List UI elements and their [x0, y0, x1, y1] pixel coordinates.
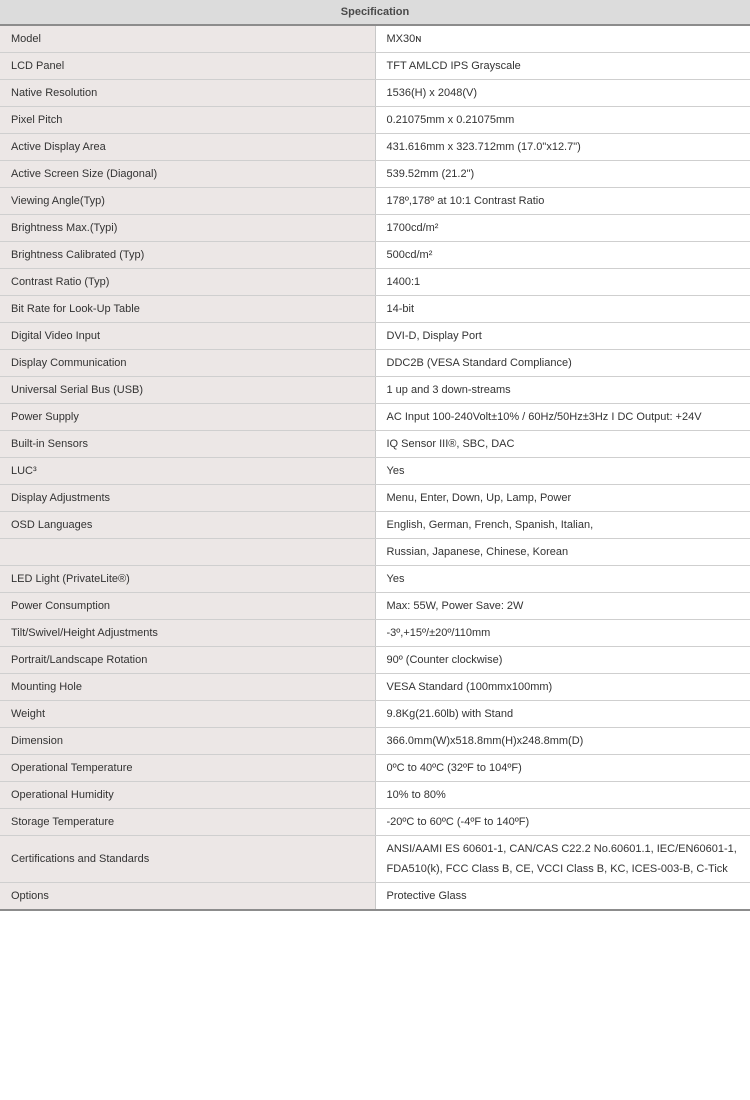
table-row — [0, 25, 750, 53]
spec-label: Brightness Max.(Typi) — [0, 215, 375, 242]
spec-value: DDC2B (VESA Standard Compliance) — [375, 350, 750, 377]
spec-value: Menu, Enter, Down, Up, Lamp, Power — [375, 485, 750, 512]
spec-value: 431.616mm x 323.712mm (17.0"x12.7") — [375, 134, 750, 161]
spec-label: Storage Temperature — [0, 809, 375, 836]
spec-label: Digital Video Input — [0, 323, 375, 350]
table-row — [0, 296, 750, 323]
spec-label: Options — [0, 883, 375, 911]
table-row — [0, 215, 750, 242]
table-row — [0, 566, 750, 593]
spec-value: AC Input 100-240Volt±10% / 60Hz/50Hz±3Hz I DC Output: +24V — [375, 404, 750, 431]
table-row — [0, 134, 750, 161]
table-row — [0, 80, 750, 107]
table-row — [0, 323, 750, 350]
spec-label: Viewing Angle(Typ) — [0, 188, 375, 215]
spec-label: Mounting Hole — [0, 674, 375, 701]
table-row — [0, 593, 750, 620]
spec-value: 1 up and 3 down-streams — [375, 377, 750, 404]
table-row — [0, 674, 750, 701]
spec-label: Tilt/Swivel/Height Adjustments — [0, 620, 375, 647]
spec-label: Pixel Pitch — [0, 107, 375, 134]
spec-value: 178º,178º at 10:1 Contrast Ratio — [375, 188, 750, 215]
spec-label: Dimension — [0, 728, 375, 755]
table-row — [0, 269, 750, 296]
spec-label: LUC³ — [0, 458, 375, 485]
spec-value: 10% to 80% — [375, 782, 750, 809]
spec-label — [0, 539, 375, 566]
table-row — [0, 836, 750, 883]
table-row — [0, 350, 750, 377]
table-row — [0, 883, 750, 911]
spec-value: 14-bit — [375, 296, 750, 323]
spec-label: OSD Languages — [0, 512, 375, 539]
table-header — [0, 0, 750, 25]
table-row — [0, 809, 750, 836]
spec-label: Bit Rate for Look-Up Table — [0, 296, 375, 323]
table-row — [0, 728, 750, 755]
spec-value: 90º (Counter clockwise) — [375, 647, 750, 674]
spec-label: Active Display Area — [0, 134, 375, 161]
table-row — [0, 242, 750, 269]
spec-value: English, German, French, Spanish, Italian, — [375, 512, 750, 539]
spec-value: 1700cd/m² — [375, 215, 750, 242]
table-body — [0, 25, 750, 910]
spec-label: Display Communication — [0, 350, 375, 377]
table-row — [0, 512, 750, 539]
spec-label: Power Consumption — [0, 593, 375, 620]
spec-value: Max: 55W, Power Save: 2W — [375, 593, 750, 620]
spec-value: 1536(H) x 2048(V) — [375, 80, 750, 107]
spec-label: Display Adjustments — [0, 485, 375, 512]
table-row — [0, 458, 750, 485]
table-row — [0, 377, 750, 404]
spec-value: Russian, Japanese, Chinese, Korean — [375, 539, 750, 566]
spec-label: Native Resolution — [0, 80, 375, 107]
spec-value: DVI-D, Display Port — [375, 323, 750, 350]
table-row — [0, 53, 750, 80]
table-row — [0, 539, 750, 566]
spec-value: ANSI/AAMI ES 60601-1, CAN/CAS C22.2 No.60601.1, IEC/EN60601-1, FDA510(k), FCC Class B, CE, VCCI Class B, KC, ICES-003-B, C-Tick — [375, 836, 750, 883]
table-row — [0, 107, 750, 134]
table-row — [0, 620, 750, 647]
spec-value: IQ Sensor III®, SBC, DAC — [375, 431, 750, 458]
spec-value: Protective Glass — [375, 883, 750, 911]
spec-label: Brightness Calibrated (Typ) — [0, 242, 375, 269]
spec-value: Yes — [375, 566, 750, 593]
spec-label: Power Supply — [0, 404, 375, 431]
spec-label: Operational Temperature — [0, 755, 375, 782]
spec-value: Yes — [375, 458, 750, 485]
spec-value: TFT AMLCD IPS Grayscale — [375, 53, 750, 80]
spec-label: Portrait/Landscape Rotation — [0, 647, 375, 674]
table-row — [0, 161, 750, 188]
table-row — [0, 782, 750, 809]
spec-value: 366.0mm(W)x518.8mm(H)x248.8mm(D) — [375, 728, 750, 755]
spec-label: LED Light (PrivateLite®) — [0, 566, 375, 593]
spec-value: 0.21075mm x 0.21075mm — [375, 107, 750, 134]
spec-label: Weight — [0, 701, 375, 728]
spec-label: Contrast Ratio (Typ) — [0, 269, 375, 296]
spec-label: Model — [0, 25, 375, 53]
spec-value: MX30ɴ — [375, 25, 750, 53]
spec-label: Active Screen Size (Diagonal) — [0, 161, 375, 188]
spec-value: 500cd/m² — [375, 242, 750, 269]
spec-value: VESA Standard (100mmx100mm) — [375, 674, 750, 701]
table-row — [0, 647, 750, 674]
table-row — [0, 755, 750, 782]
spec-value: 0ºC to 40ºC (32ºF to 104ºF) — [375, 755, 750, 782]
spec-label: Operational Humidity — [0, 782, 375, 809]
table-row — [0, 404, 750, 431]
table-row — [0, 485, 750, 512]
spec-value: -3º,+15º/±20º/110mm — [375, 620, 750, 647]
spec-value: 1400:1 — [375, 269, 750, 296]
spec-value: 9.8Kg(21.60lb) with Stand — [375, 701, 750, 728]
table-title: Specification — [0, 0, 750, 25]
spec-value: 539.52mm (21.2") — [375, 161, 750, 188]
table-row — [0, 701, 750, 728]
spec-value: -20ºC to 60ºC (-4ºF to 140ºF) — [375, 809, 750, 836]
spec-label: LCD Panel — [0, 53, 375, 80]
table-row — [0, 188, 750, 215]
spec-label: Universal Serial Bus (USB) — [0, 377, 375, 404]
spec-label: Built-in Sensors — [0, 431, 375, 458]
spec-label: Certifications and Standards — [0, 836, 375, 883]
table-header-row — [0, 0, 750, 25]
table-row — [0, 431, 750, 458]
